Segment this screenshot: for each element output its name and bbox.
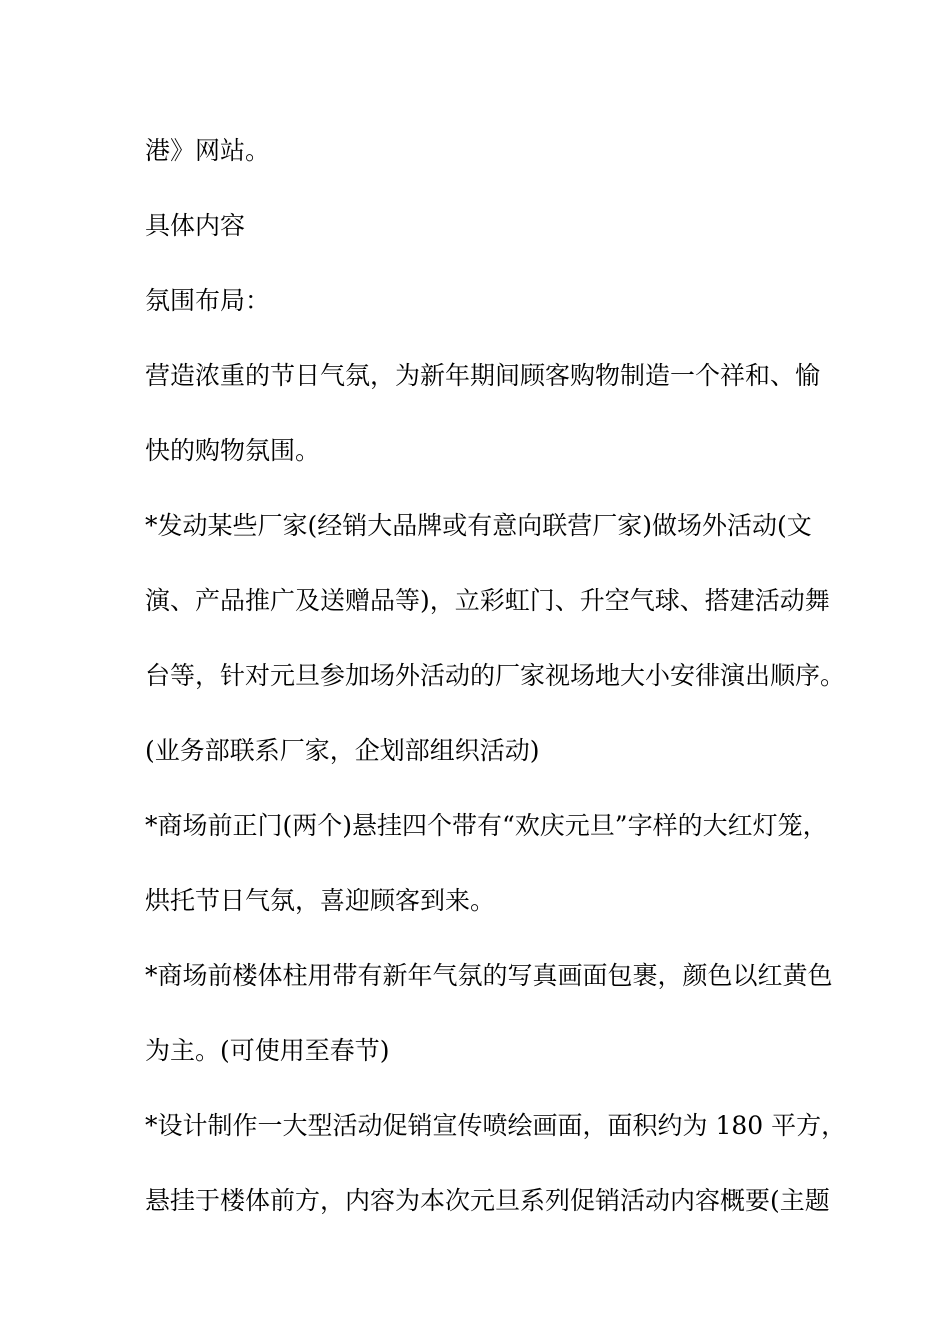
text-line: 演、产品推广及送赠品等)，立彩虹门、升空气球、搭建活动舞 [145,586,830,615]
text-line: (业务部联系厂家，企划部组织活动) [145,736,540,765]
section-heading: 具体内容 [145,211,246,240]
text-line: 港》网站。 [145,136,271,165]
text-line: 快的购物氛围。 [145,436,321,465]
text-line: *商场前楼体柱用带有新年气氛的写真画面包裹，颜色以红黄色 [145,961,833,990]
text-line: 营造浓重的节日气氛，为新年期间顾客购物制造一个祥和、愉 [145,361,821,390]
text-line: 台等，针对元旦参加场外活动的厂家视场地大小安徘演出顺序。 [145,661,846,690]
text-line: *商场前正门(两个)悬挂四个带有“欢庆元旦”字样的大红灯笼， [145,811,828,840]
subsection-heading: 氛围布局： [145,286,271,315]
text-line: *发动某些厂家(经销大品牌或有意向联营厂家)做场外活动(文 [145,511,812,540]
text-line: 烘托节日气氛，喜迎顾客到来。 [145,886,496,915]
text-line: *设计制作一大型活动促销宣传喷绘画面，面积约为 180 平方， [145,1111,847,1140]
text-line: 悬挂于楼体前方，内容为本次元旦系列促销活动内容概要(主题 [145,1186,830,1215]
text-line: 为主。(可使用至春节) [145,1036,390,1065]
